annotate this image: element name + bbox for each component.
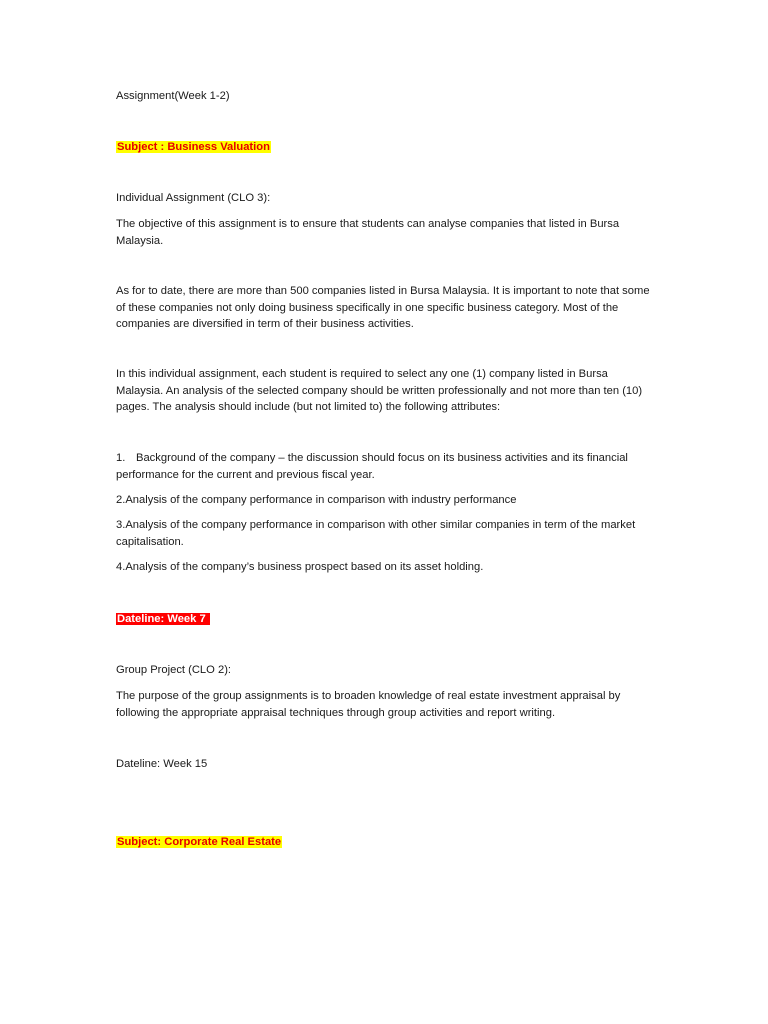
list-number: 1.: [116, 452, 126, 464]
individual-requirements-paragraph: In this individual assignment, each student is required to select any one (1) company listed in Bursa Malaysia. An analysis of the selected company should be written professionally and not more than ten (10) pages. The analysis should include (but not limited to) the following attributes:: [116, 368, 643, 413]
bursa-companies-paragraph: As for to date, there are more than 500 companies listed in Bursa Malaysia. It is important to note that some of these companies not only doing business specifically in one specific business category. Most of the companies are diversified in term of their business activities.: [116, 285, 650, 330]
subject-business-valuation: [116, 139, 656, 156]
group-project-heading: Group Project (CLO 2):: [116, 664, 232, 676]
subject-corporate-real-estate: [116, 834, 656, 851]
list-item-market-cap-comparison: 3.Analysis of the company performance in comparison with other similar companies in term of the market capitalisation.: [116, 519, 636, 548]
individual-assignment-heading: Individual Assignment (CLO 3):: [116, 192, 271, 204]
list-item-industry-comparison: 2.Analysis of the company performance in comparison with industry performance: [116, 494, 517, 506]
group-dateline: Dateline: Week 15: [116, 758, 208, 770]
list-item-text: Background of the company – the discussion should focus on its business activities and its financial performance for the current and previous fiscal year.: [116, 452, 628, 481]
list-item-background: [116, 450, 656, 483]
dateline-highlight: Dateline: Week 7: [116, 613, 210, 625]
document-title: Assignment(Week 1-2): [116, 90, 230, 102]
individual-objective-paragraph: The objective of this assignment is to ensure that students can analyse companies that listed in Bursa Malaysia.: [116, 218, 620, 247]
individual-dateline: [116, 611, 656, 628]
subject-highlight: Subject : Business Valuation: [117, 141, 270, 153]
group-purpose-paragraph: The purpose of the group assignments is to broaden knowledge of real estate investment appraisal by following the appropriate appraisal techniques through group activities and report writing.: [116, 690, 621, 719]
list-item-asset-prospect: 4.Analysis of the company’s business prospect based on its asset holding.: [116, 561, 484, 573]
subject-highlight: Subject: Corporate Real Estate: [117, 836, 282, 848]
